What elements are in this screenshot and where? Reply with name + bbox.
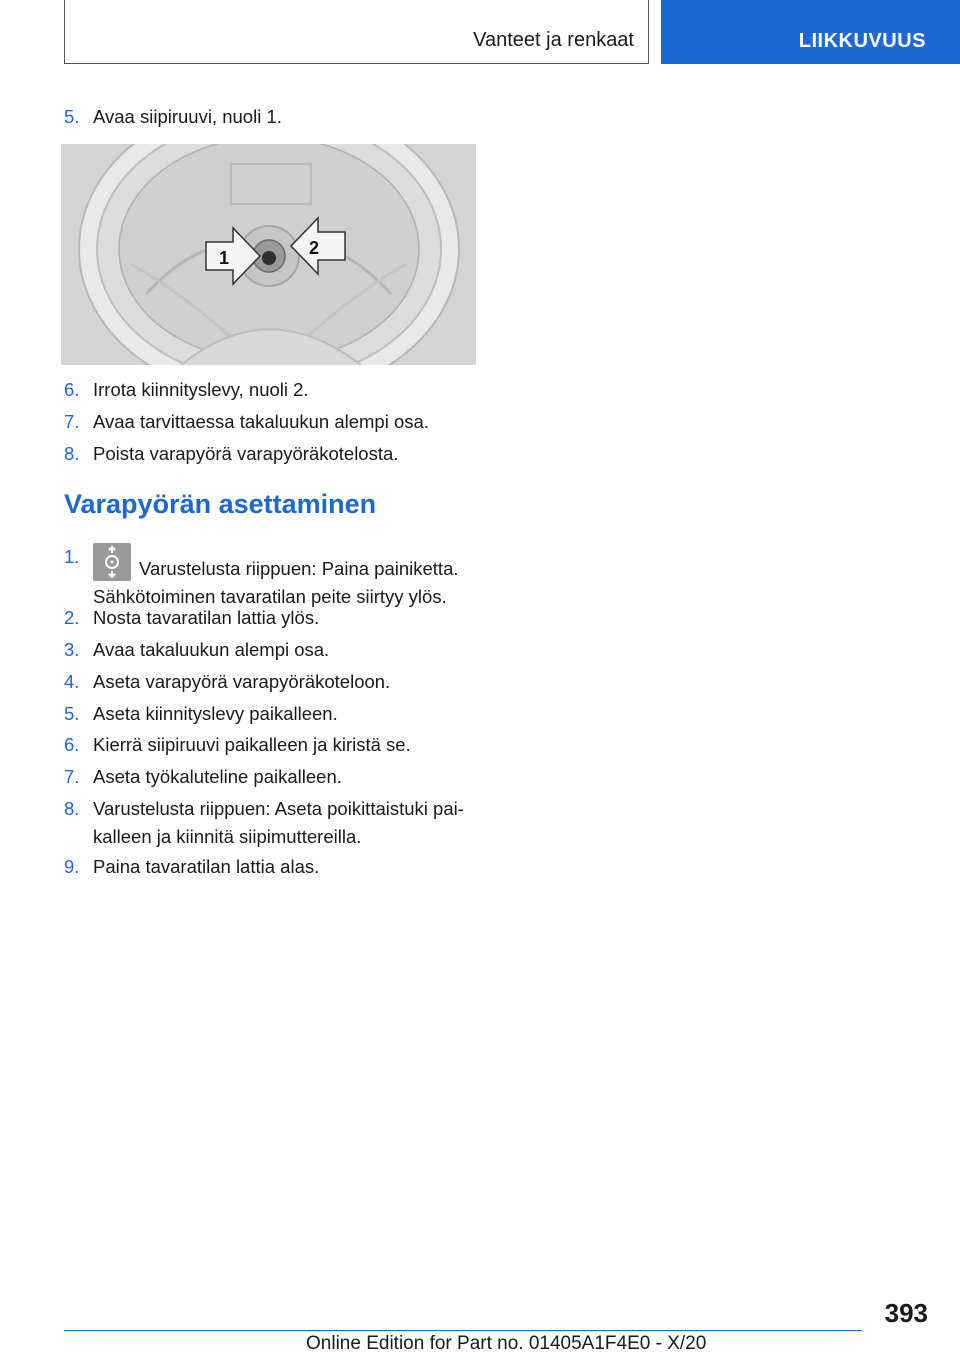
step-text-continued: Sähkötoiminen tavaratilan peite siirtyy ylös. — [93, 586, 447, 607]
arrow-2-label: 2 — [309, 238, 320, 258]
step-number: 1. — [64, 546, 80, 567]
step-number: 6. — [64, 379, 80, 400]
step-text: Kierrä siipiruuvi paikalleen ja kiristä se. — [93, 734, 411, 755]
footer-edition-text: Online Edition for Part no. 01405A1F4E0 - X/20 — [306, 1333, 707, 1354]
step-text-continued: kalleen ja kiinnitä siipimuttereilla. — [93, 826, 362, 847]
step-text: Avaa siipiruuvi, nuoli 1. — [93, 106, 282, 127]
step-item — [64, 103, 484, 131]
step-item — [64, 408, 484, 436]
arrow-1-label: 1 — [219, 248, 230, 268]
step-number: 7. — [64, 411, 80, 432]
step-number: 2. — [64, 607, 80, 628]
step-item — [64, 763, 484, 791]
header-section-title: Vanteet ja renkaat — [473, 29, 634, 51]
step-text: Irrota kiinnityslevy, nuoli 2. — [93, 379, 309, 400]
step-item — [64, 853, 484, 881]
step-number: 4. — [64, 671, 80, 692]
header-chapter-box — [661, 0, 960, 64]
step-text: Avaa takaluukun alempi osa. — [93, 639, 330, 660]
step-text: Paina tavaratilan lattia alas. — [93, 856, 320, 877]
step-item — [64, 668, 484, 696]
spare-wheel-figure — [61, 144, 476, 365]
step-number: 8. — [64, 443, 80, 464]
step-text: Aseta varapyörä varapyöräkoteloon. — [93, 671, 391, 692]
step-number: 9. — [64, 856, 80, 877]
header-section-box — [64, 0, 649, 64]
step-item — [64, 795, 484, 851]
header-chapter-title: LIIKKUVUUS — [798, 30, 926, 52]
footer-divider — [64, 1330, 862, 1331]
step-text: Aseta kiinnityslevy paikalleen. — [93, 703, 338, 724]
step-number: 3. — [64, 639, 80, 660]
step-item — [64, 376, 484, 404]
step-text: Varustelusta riippuen: Paina painiketta. — [139, 558, 459, 579]
step-number: 7. — [64, 766, 80, 787]
step-item — [64, 440, 484, 468]
step-text: Varustelusta riippuen: Aseta poikittaistuki pai- — [93, 798, 464, 819]
step-item — [64, 700, 484, 728]
step-text: Poista varapyörä varapyöräkotelosta. — [93, 443, 399, 464]
raise-cover-button-icon — [93, 543, 131, 581]
step-number: 8. — [64, 798, 80, 819]
step-item — [64, 543, 484, 611]
step-item — [64, 604, 484, 632]
step-text: Avaa tarvittaessa takaluukun alempi osa. — [93, 411, 429, 432]
step-number: 6. — [64, 734, 80, 755]
page-number: 393 — [884, 1298, 928, 1328]
step-text: Nosta tavaratilan lattia ylös. — [93, 607, 320, 628]
spare-wheel-illustration — [61, 144, 476, 365]
step-item — [64, 731, 484, 759]
step-number: 5. — [64, 703, 80, 724]
step-item — [64, 636, 484, 664]
section-heading: Varapyörän asettaminen — [64, 489, 377, 519]
step-text: Aseta työkaluteline paikalleen. — [93, 766, 342, 787]
step-number: 5. — [64, 106, 80, 127]
